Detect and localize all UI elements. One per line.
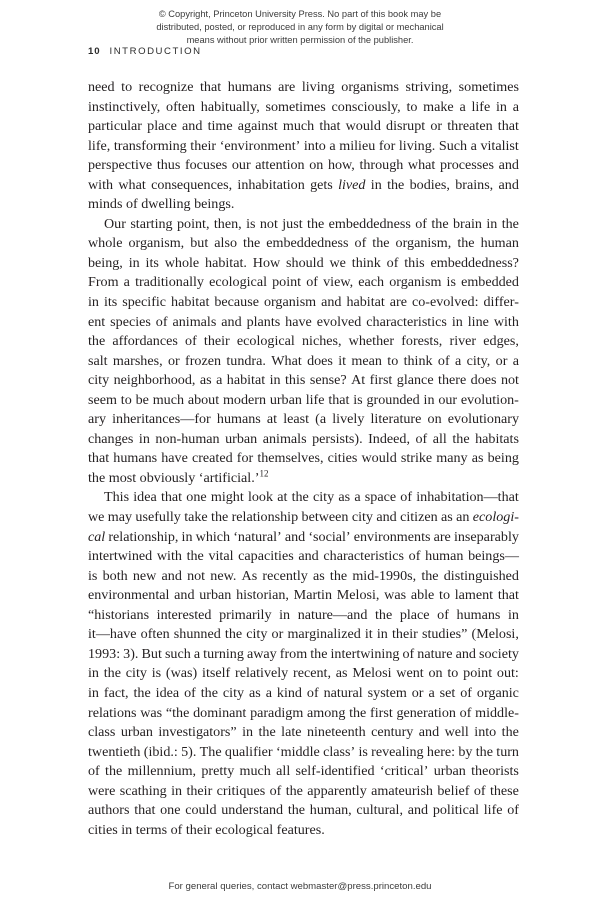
text-line: whole organism, but also the embeddedness of the organism, the human — [88, 235, 519, 252]
emphasis-ecologi: ecologi- — [472, 509, 519, 526]
text-line: particular place and time against much that would disrupt or threaten that — [88, 118, 519, 135]
text-line: it—have often shunned the city or marginalized it in their studies” (Melosi, — [88, 626, 519, 643]
page-number: 10 — [88, 46, 101, 57]
paragraph-2 — [88, 215, 519, 489]
text-line: cal relationship, in which ‘natural’ and ‘social’ environments are inseparably — [88, 528, 519, 545]
text-line: with what consequences, inhabitation gets lived in the bodies, brains, and — [88, 176, 519, 196]
text-line: salt marshes, or frozen tundra. What does it mean to think of a city, or a — [88, 352, 519, 369]
emphasis-lived: lived — [338, 176, 366, 193]
text-line: perspective thus focuses our attention on how, through what processes and — [88, 157, 519, 174]
text-line: ent species of animals and plants have evolved characteristics in line with — [88, 313, 519, 330]
text-line: twentieth (ibid.: 5). The qualifier ‘middle class’ is revealing here: by the turn — [88, 743, 519, 760]
text-line: authors that one could understand the human, cultural, and political life of — [88, 802, 519, 819]
text-line: This idea that one might look at the city as a space of inhabitation—that — [104, 489, 519, 506]
text-line: class urban investigators” in the late nineteenth century and well into the — [88, 724, 519, 741]
text-line: life, transforming their ‘environment’ into a milieu for living. Such a vitalist — [88, 137, 519, 154]
text-line: city neighborhood, as a habitat in this sense? At first glance there does not — [88, 372, 519, 389]
text-line: seem to be much about modern urban life that is grounded in our evolution- — [88, 391, 519, 408]
chapter-title: INTRODUCTION — [109, 46, 202, 57]
text-line: in the city is (was) itself relatively recent, as Melosi went on to point out: — [88, 665, 519, 682]
text-line: were scathing in their critiques of the apparently amateurish belief of these — [88, 782, 519, 799]
text-line: 1993: 3). But such a turning away from the intertwining of nature and society — [88, 645, 519, 662]
text-line: instinctively, often habitually, sometimes consciously, to make a life in a — [88, 98, 519, 115]
text-line: the most obviously ‘artificial.’$^{12}$ — [88, 468, 269, 486]
text-line: in fact, the idea of the city as a kind of natural system or a set of organic — [88, 684, 519, 701]
text-line: we may usefully take the relationship between city and citizen as an ecologi- — [88, 508, 519, 528]
text-line: relations was “the dominant paradigm among the first generation of middle- — [88, 704, 519, 721]
text-line: changes in non-human urban animals persists). Indeed, of all the habitats — [88, 430, 519, 447]
text-line: intertwined with the vital capacities and characteristics of human beings— — [88, 548, 519, 565]
page-footer: For general queries, contact webmaster@press.princeton.edu — [168, 881, 432, 892]
body-text — [88, 78, 519, 840]
text-line: cities in terms of their ecological features. — [88, 821, 325, 838]
text-line: is both new and not new. As recently as the mid-1990s, the distinguished — [88, 567, 519, 584]
emphasis-cal: cal — [88, 528, 106, 545]
text-line: the affordances of their ecological niches, whether forests, river edges, — [88, 333, 519, 350]
text-line: of the millennium, pretty much all self-identified ‘critical’ urban theorists — [88, 763, 519, 780]
text-line: being, in its whole habitat. How should we think of this embeddedness? — [88, 254, 519, 271]
text-line: Our starting point, then, is not just the embeddedness of the brain in the — [104, 215, 519, 232]
text-line: need to recognize that humans are living organisms striving, sometimes — [88, 79, 519, 95]
paragraph-3 — [88, 488, 519, 840]
text-line: that humans have created for themselves, cities would strike many as being — [88, 450, 519, 467]
footnote-marker[interactable]: 12 — [259, 468, 269, 479]
copyright-line-1: © Copyright, Princeton University Press. No part of this book may be — [158, 9, 442, 19]
text-line: minds of dwelling beings. — [88, 196, 235, 213]
text-line: From a traditionally ecological point of view, each organism is embedded — [88, 274, 519, 291]
copyright-line-3: means without prior written permission of the publisher. — [186, 35, 414, 46]
text-line: “historians interested primarily in nature—and the place of humans in — [88, 606, 519, 623]
copyright-line-2: distributed, posted, or reproduced in any form by digital or mechanical — [156, 22, 444, 33]
copyright-notice — [0, 8, 600, 48]
text-line: ary inheritances—for humans at least (a lively literature on evolutionary — [88, 411, 519, 428]
text-line: environmental and urban historian, Martin Melosi, was able to lament that — [88, 587, 519, 604]
running-head — [88, 46, 202, 57]
text-line: in its specific habitat because organism and habitat are co-evolved: differ- — [88, 294, 519, 311]
paragraph-1 — [88, 78, 519, 215]
